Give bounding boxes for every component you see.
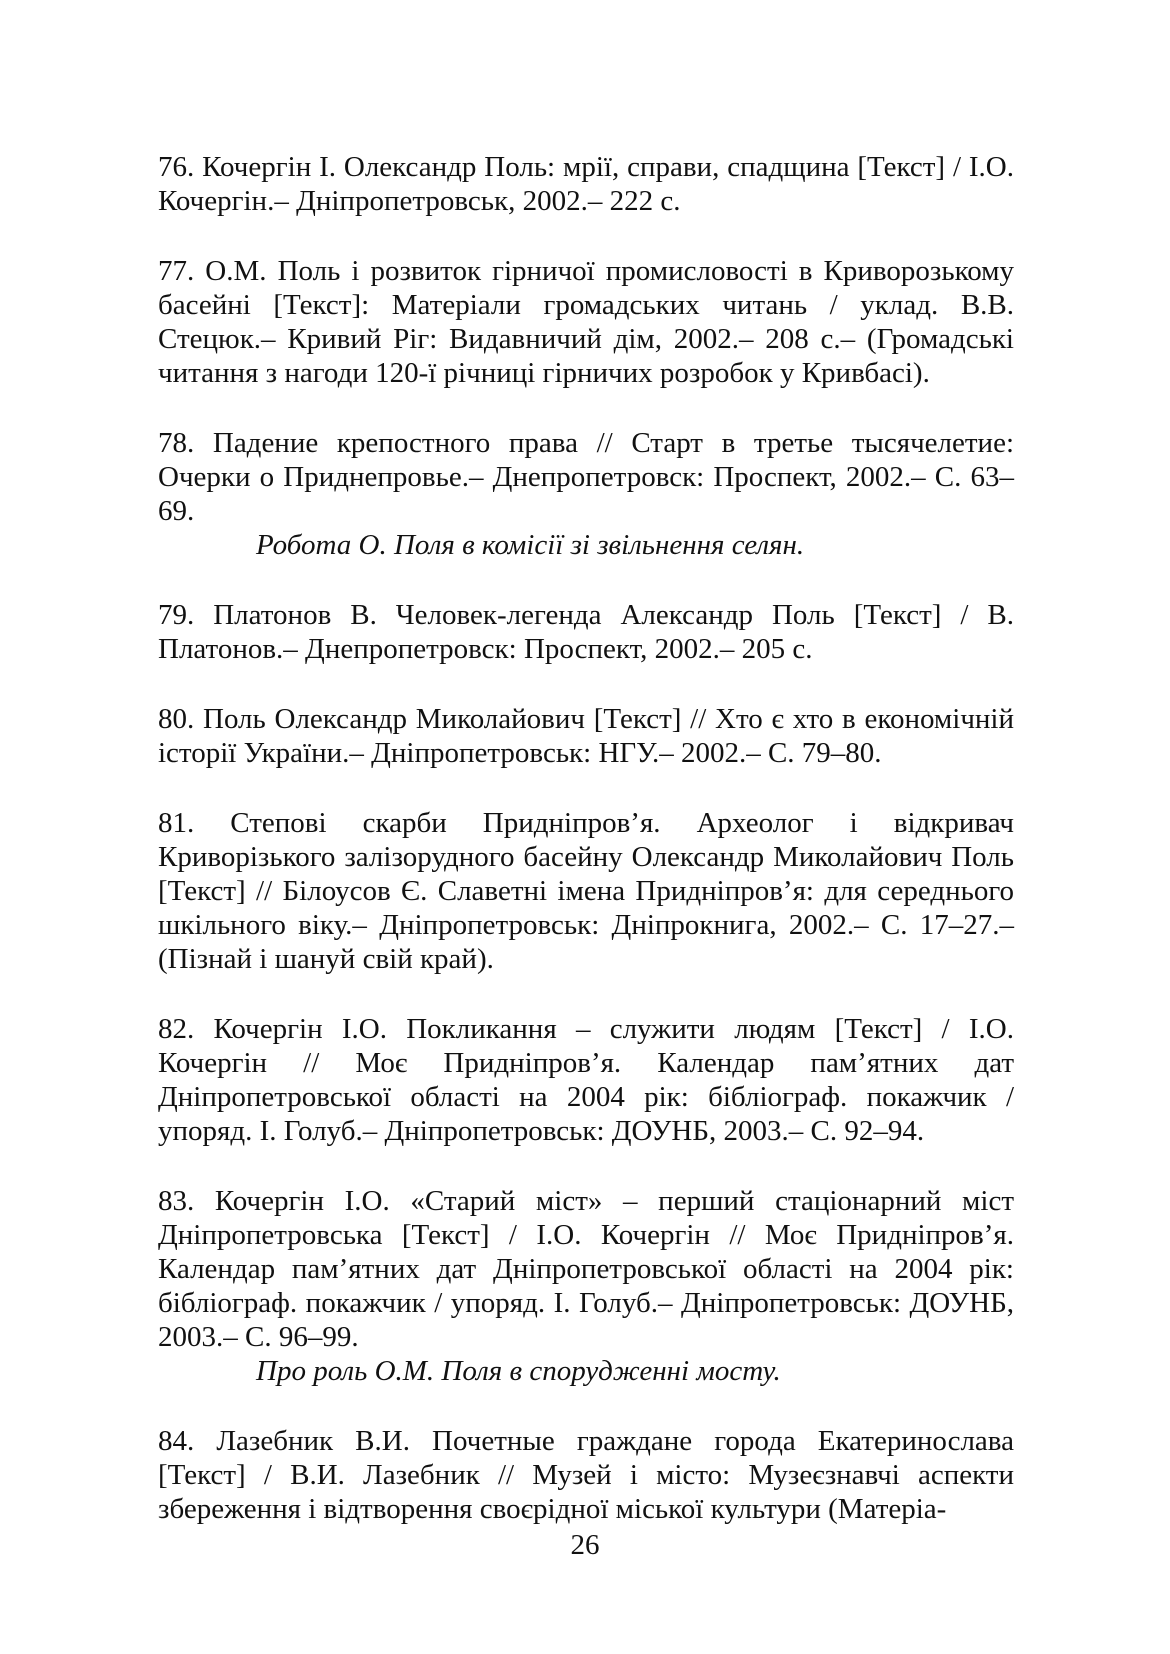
bibliography-entry-76 <box>158 150 1014 218</box>
bibliography-entry-80 <box>158 702 1014 770</box>
bibliography-entry-81 <box>158 806 1014 976</box>
bibliography-entry-77 <box>158 254 1014 390</box>
document-page <box>158 150 1014 1562</box>
bibliography-entry-78 <box>158 426 1014 562</box>
entry-text: 78. Падение крепостного права // Старт в третье тысячелетие: Очерки о Приднепровье.– Днепропетровск: Проспект, 2002.– С. 63–69. <box>158 427 1014 527</box>
entry-annotation: Про роль О.М. Поля в спорудженні мосту. <box>256 1355 781 1387</box>
bibliography-entry-82 <box>158 1012 1014 1148</box>
entry-text: 77. О.М. Поль і розвиток гірничої промисловості в Криворозькому басейні [Текст]: Матеріали громадських читань / уклад. В.В. Стецюк.– Кривий Ріг: Видавничий дім, 2002.– 208 с.– (Громадські читання з нагоди 120-ї річниці гірничих розробок у Кривбасі). <box>158 255 1014 389</box>
entry-annotation: Робота О. Поля в комісії зі звільнення селян. <box>256 529 805 561</box>
entry-text: 80. Поль Олександр Миколайович [Текст] // Хто є хто в економічній історії України.– Дніпропетровськ: НГУ.– 2002.– С. 79–80. <box>158 703 1014 769</box>
entry-text: 82. Кочергін І.О. Покликання – служити людям [Текст] / І.О. Кочергін // Моє Придніпров’я. Календар пам’ятних дат Дніпропетровської області на 2004 рік: бібліограф. покажчик / упоряд. І. Голуб.– Дніпропетровськ: ДОУНБ, 2003.– С. 92–94. <box>158 1013 1014 1147</box>
entry-text: 76. Кочергін І. Олександр Поль: мрії, справи, спадщина [Текст] / І.О. Кочергін.– Дніпропетровськ, 2002.– 222 с. <box>158 151 1014 217</box>
entry-text: 79. Платонов В. Человек-легенда Александр Поль [Текст] / В. Платонов.– Днепропетровск: Проспект, 2002.– 205 с. <box>158 599 1014 665</box>
entry-text: 84. Лазебник В.И. Почетные граждане города Екатеринослава [Текст] / В.И. Лазебник // Музей і місто: Музеєзнавчі аспекти збереження і відтворення своєрідної міської культури (Матеріа- <box>158 1425 1014 1525</box>
bibliography-entry-79 <box>158 598 1014 666</box>
bibliography-entry-83 <box>158 1184 1014 1388</box>
entry-text: 81. Степові скарби Придніпров’я. Археолог і відкривач Криворізького залізорудного басейну Олександр Миколайович Поль [Текст] // Білоусов Є. Славетні імена Придніпров’я: для середнього шкільного віку.– Дніпропетровськ: Дніпрокнига, 2002.– С. 17–27.– (Пізнай і шануй свій край). <box>158 807 1014 975</box>
bibliography-entry-84 <box>158 1424 1014 1526</box>
entry-text: 83. Кочергін І.О. «Старий міст» – перший стаціонарний міст Дніпропетровська [Текст] / І.О. Кочергін // Моє Придніпров’я. Календар пам’ятних дат Дніпропетровської області на 2004 рік: бібліограф. покажчик / упоряд. І. Голуб.– Дніпропетровськ: ДОУНБ, 2003.– С. 96–99. <box>158 1185 1014 1353</box>
page-number: 26 <box>570 1529 600 1561</box>
